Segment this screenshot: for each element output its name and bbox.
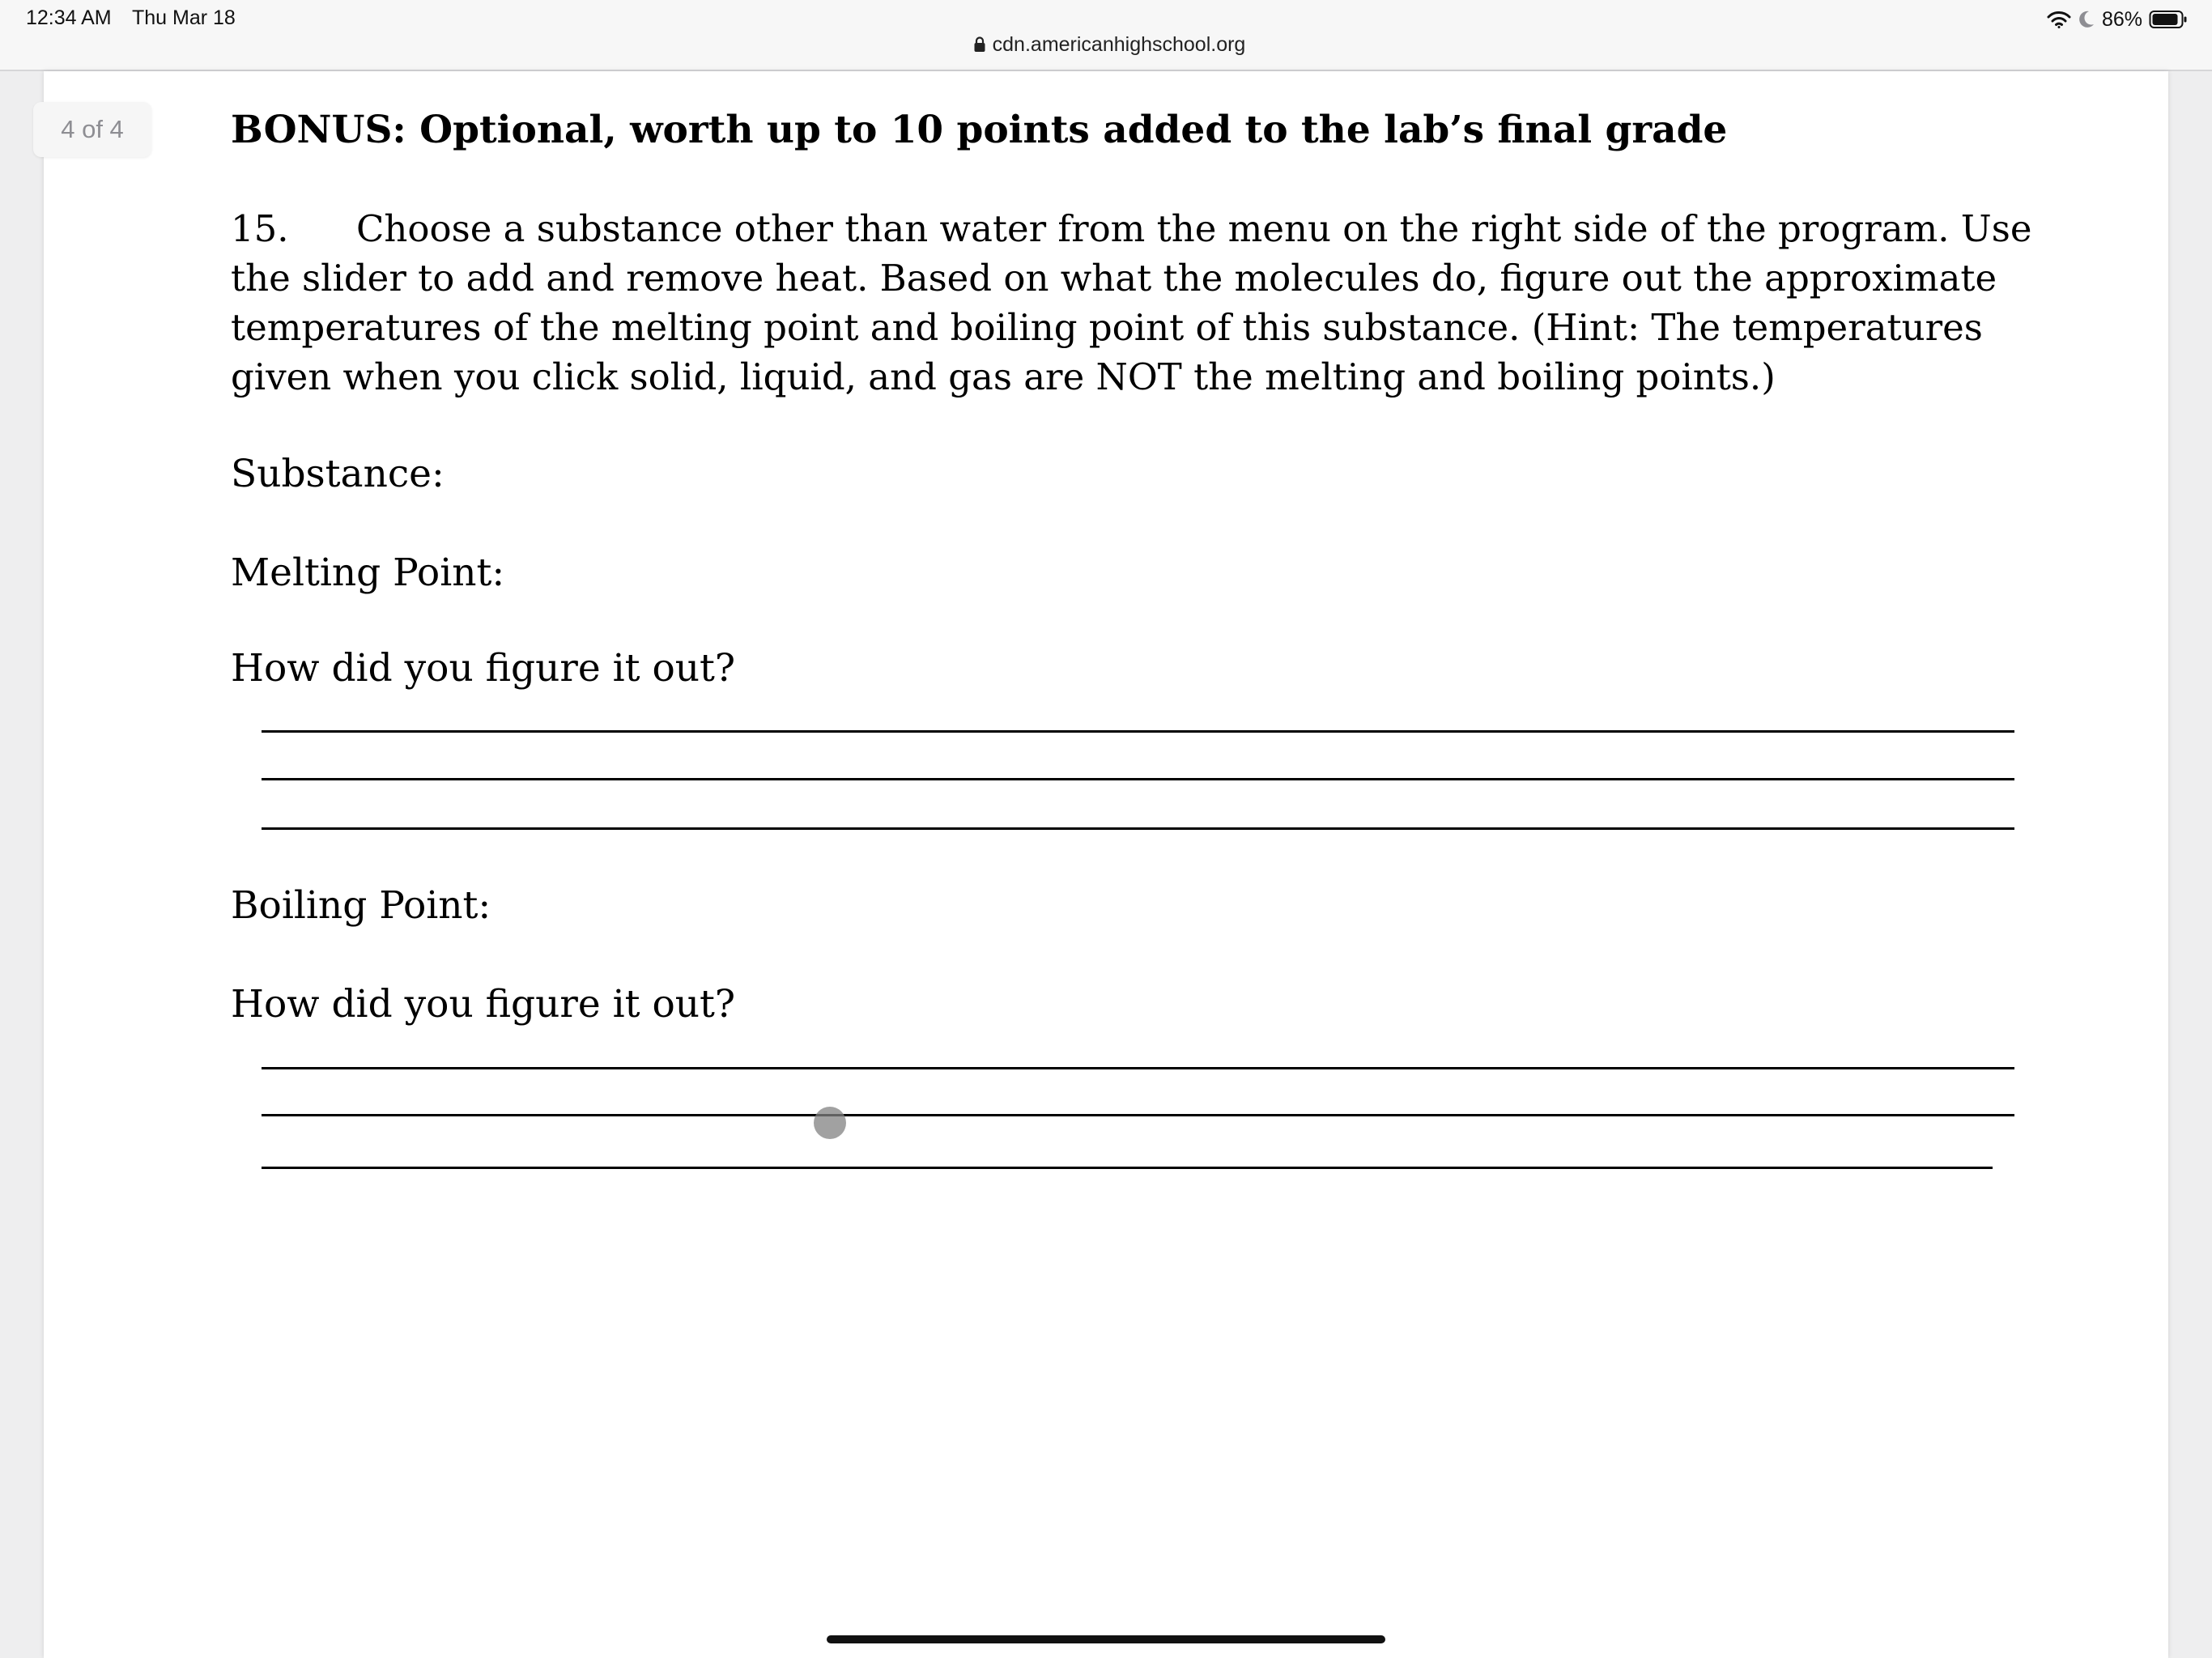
wifi-icon — [2047, 11, 2071, 28]
status-date: Thu Mar 18 — [132, 6, 236, 29]
answer-line — [262, 730, 2014, 733]
question-15 — [231, 204, 2032, 402]
moon-icon — [2078, 10, 2095, 29]
bonus-heading: BONUS: Optional, worth up to 10 points added to the lab’s final grade — [231, 108, 1728, 152]
answer-line — [262, 1114, 2014, 1116]
melting-how-label: How did you figure it out? — [231, 646, 736, 691]
boiling-point-label: Boiling Point: — [231, 883, 491, 928]
touch-indicator — [814, 1107, 846, 1139]
status-indicators — [2047, 6, 2188, 32]
home-indicator[interactable] — [827, 1635, 1385, 1643]
substance-label: Substance: — [231, 452, 445, 496]
status-bar — [0, 0, 2212, 71]
answer-line — [262, 1067, 2014, 1069]
answer-line — [262, 827, 2014, 830]
question-line: temperatures of the melting point and boiling point of this substance. (Hint: The temperatures — [231, 306, 1983, 349]
status-time: 12:34 AM — [26, 6, 112, 29]
question-line: given when you click solid, liquid, and gas are NOT the melting and boiling points.) — [231, 355, 1776, 398]
url-bar[interactable] — [972, 31, 1247, 58]
battery-icon — [2149, 10, 2188, 29]
question-line — [231, 204, 2032, 253]
page-indicator: 4 of 4 — [33, 102, 151, 157]
url-text: cdn.americanhighschool.org — [992, 32, 1246, 56]
question-line: the slider to add and remove heat. Based on what the molecules do, figure out the approximate — [231, 257, 1997, 300]
battery-percent: 86% — [2101, 7, 2142, 31]
question-number: 15. — [231, 207, 289, 250]
boiling-how-label: How did you figure it out? — [231, 982, 736, 1027]
answer-line — [262, 778, 2014, 780]
question-text: Choose a substance other than water from the menu on the right side of the program. Use — [356, 207, 2032, 250]
answer-line — [262, 1167, 1993, 1169]
melting-point-label: Melting Point: — [231, 551, 505, 595]
lock-icon — [973, 36, 986, 53]
